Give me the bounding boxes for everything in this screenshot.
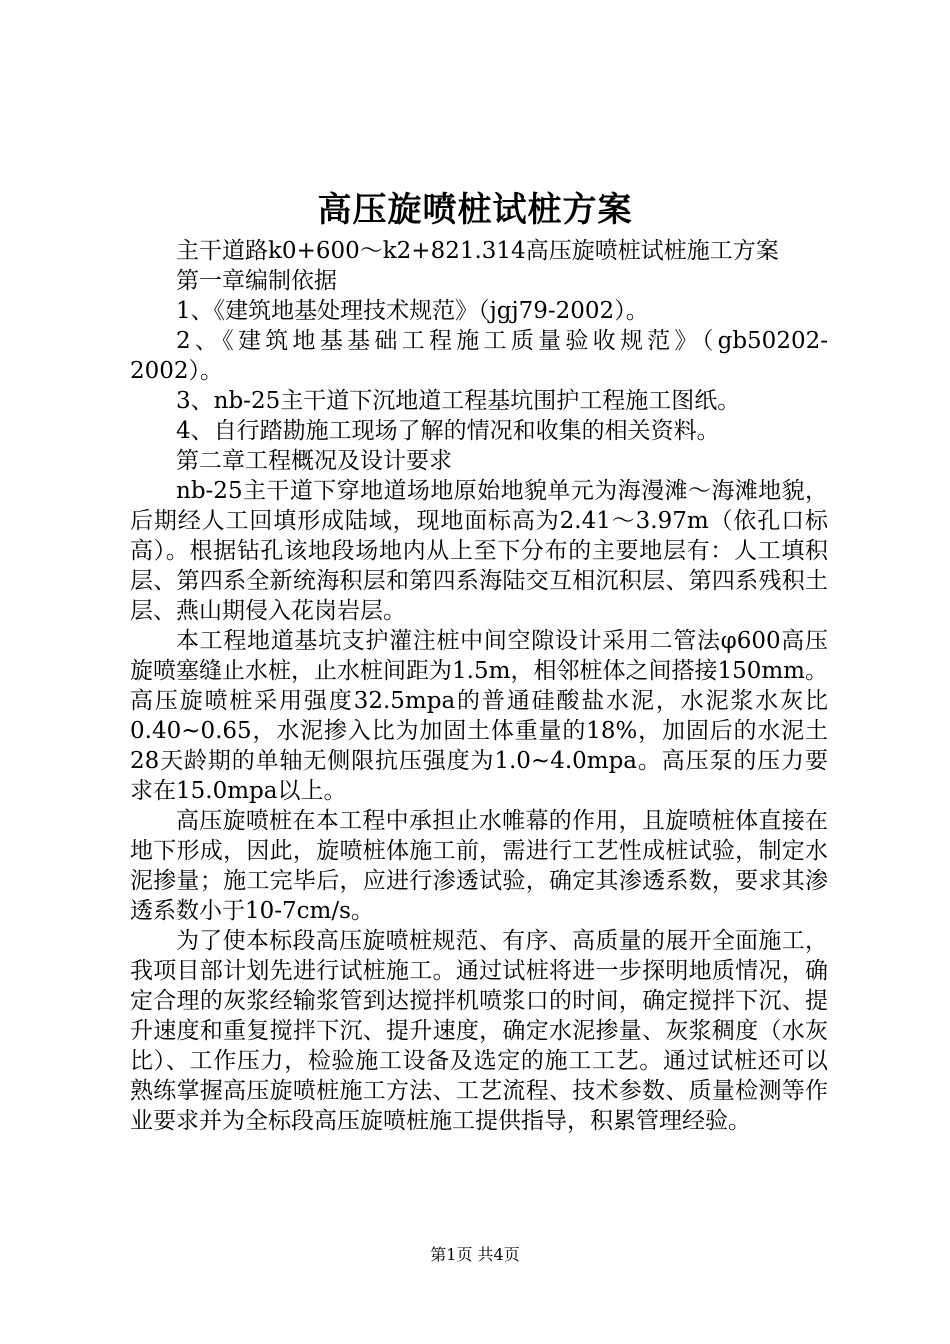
document-title: 高压旋喷桩试桩方案 — [317, 190, 633, 230]
page-footer: 第1页 共4页 — [430, 1245, 520, 1264]
paragraph-test-purpose: 为了使本标段高压旋喷桩规范、有序、高质量的展开全面施工，我项目部计划先进行试桩施工。通过试桩将进一步探明地质情况，确定合理的灰浆经输浆管到达搅拌机喷浆口的时间，确定搅拌下沉、提升速度和重复搅拌下沉、提升速度，确定水泥掺量、灰浆稠度（水灰比）、工作压力，检验施工设备及选定的施工工艺。通过试桩还可以熟练掌握高压旋喷桩施工方法、工艺流程、技术参数、质量检测等作业要求并为全标段高压旋喷桩施工提供指导，积累管理经验。 — [130, 928, 828, 1134]
paragraph-chapter-1-heading: 第一章编制依据 — [176, 268, 337, 294]
paragraph-site-overview: nb-25主干道下穿地道场地原始地貌单元为海漫滩～海滩地貌，后期经人工回填形成陆域，现地面标高为2.41～3.97m（依孔口标高）。根据钻孔该地段场地内从上至下分布的主要地层有：人工填积层、第四系全新统海积层和第四系海陆交互相沉积层、第四系残积土层、燕山期侵入花岗岩层。 — [130, 478, 828, 624]
paragraph-basis-4: 4、自行踏勘施工现场了解的情况和收集的相关资料。 — [176, 418, 720, 444]
paragraph-chapter-2-heading: 第二章工程概况及设计要求 — [176, 448, 452, 474]
paragraph-basis-1: 1、《建筑地基处理技术规范》（jgj79-2002）。 — [176, 298, 649, 324]
paragraph-subtitle: 主干道路k0+600～k2+821.314高压旋喷桩试桩施工方案 — [176, 238, 779, 264]
paragraph-basis-2: 2、《建筑地基基础工程施工质量验收规范》（gb50202-2002）。 — [130, 328, 828, 384]
paragraph-function: 高压旋喷桩在本工程中承担止水帷幕的作用，且旋喷桩体直接在地下形成，因此，旋喷桩体施工前，需进行工艺性成桩试验，制定水泥掺量；施工完毕后，应进行渗透试验，确定其渗透系数，要求其渗透系数小于10-7cm/s。 — [130, 808, 828, 924]
paragraph-design-spec: 本工程地道基坑支护灌注桩中间空隙设计采用二管法φ600高压旋喷塞缝止水桩，止水桩间距为1.5m，相邻桩体之间搭接150mm。高压旋喷桩采用强度32.5mpa的普通硅酸盐水泥，水泥浆水灰比0.40~0.65，水泥掺入比为加固土体重量的18%，加固后的水泥土28天龄期的单轴无侧限抗压强度为1.0~4.0mpa。高压泵的压力要求在15.0mpa以上。 — [130, 628, 828, 804]
paragraph-basis-3: 3、nb-25主干道下沉地道工程基坑围护工程施工图纸。 — [176, 388, 741, 414]
document-body — [130, 236, 828, 1136]
